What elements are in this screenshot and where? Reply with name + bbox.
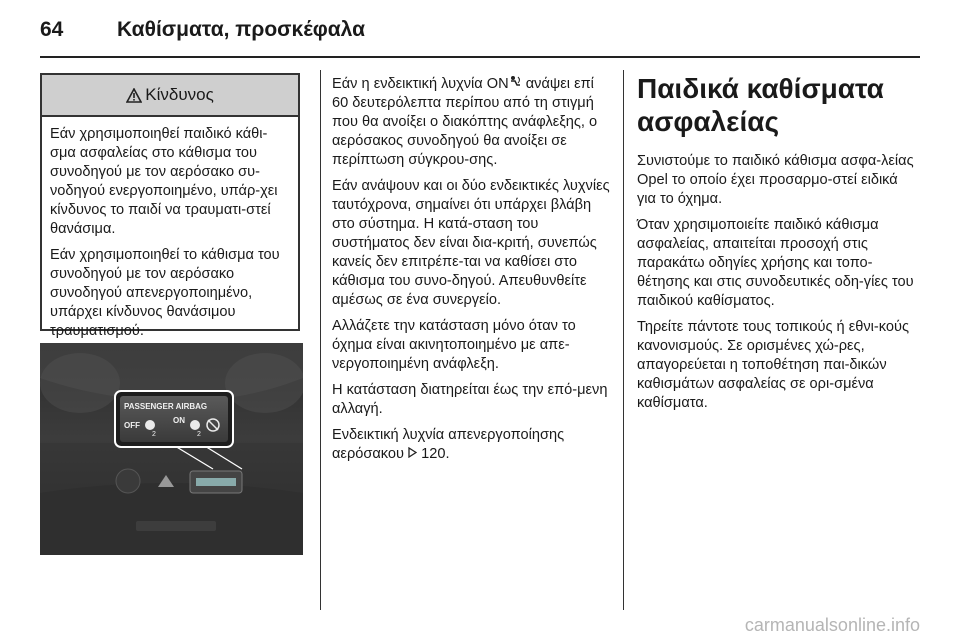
paragraph: Τηρείτε πάντοτε τους τοπικούς ή εθνι-κούς κανονισμούς. Σε ορισμένες χώ-ρες, απαγορεύεται η τοποθέτηση παι-δικών καθισμάτων ασφαλείας σε ορι-σμένα καθίσματα. (637, 319, 909, 411)
middle-column (332, 75, 614, 471)
page-reference-arrow-icon (408, 447, 417, 458)
warning-header (42, 75, 298, 117)
warning-paragraph: Εάν χρησιμοποιηθεί παιδικό κάθι-σμα ασφαλείας στο κάθισμα του συνοδηγού με τον αερόσακο συ-νοδηγού ενεργοποιημένο, υπάρ-χει κίνδυνος το παιδί να τραυματι-στεί θανάσιμα. (50, 126, 278, 237)
airbag-panel-photo (40, 343, 303, 555)
paragraph: Η κατάσταση διατηρείται έως την επό-μενη αλλαγή. (332, 382, 608, 417)
page-number: 64 (40, 18, 64, 41)
panel-title: PASSENGER AIRBAG (124, 402, 208, 411)
on-label: ON (173, 416, 185, 425)
warning-title: Κίνδυνος (145, 85, 214, 104)
watermark: carmanualsonline.info (744, 615, 920, 635)
chapter-title: Καθίσματα, προσκέφαλα (117, 18, 365, 41)
warning-box (40, 73, 300, 339)
paragraph (332, 426, 614, 464)
column-divider (320, 70, 321, 610)
warning-triangle-icon (126, 88, 142, 103)
page-header (40, 10, 920, 50)
on-badge: 2 (197, 431, 201, 438)
paragraph: Εάν ανάψουν και οι δύο ενδεικτικές λυχνίες ταυτόχρονα, σημαίνει ότι υπάρχει βλάβη στο σύστημα. Η κατά-σταση του συστήματος δεν είναι δια-κριτή, συνεπώς κανείς δεν επιτρέπε-ται να καθίσει στο κάθισμα του συνο-δηγού. Απευθυνθείτε αμέσως σε ένα συνεργείο. (332, 178, 610, 308)
airbag-off-indicator-icon (145, 420, 155, 430)
paragraph-text: Ενδεικτική λυχνία απενεργοποίησης αερόσακου (332, 427, 565, 462)
paragraph: Όταν χρησιμοποιείτε παιδικό κάθισμα ασφαλείας, απαιτείται προσοχή στις παρακάτω οδηγίες χρήσης και τοπο-θέτησης και στις συνοδευτικές οδη-γίες του παιδικού καθίσματος. (637, 217, 914, 309)
header-rule (40, 56, 920, 58)
off-badge: 2 (152, 431, 156, 438)
off-label: OFF (124, 421, 140, 430)
section-heading: Παιδικά καθίσματα ασφαλείας (637, 73, 884, 137)
paragraph: Αλλάζετε την κατάσταση μόνο όταν το όχημα είναι ακινητοποιημένο με απε-νεργοποιημένη ανάφλεξη. (332, 318, 576, 372)
paragraph: Συνιστούμε το παιδικό κάθισμα ασφα-λείας Opel το οποίο έχει προσαρμο-στεί ειδικά για το όχημα. (637, 153, 914, 207)
child-seat-airbag-icon (509, 75, 522, 88)
paragraph-text: Εάν η ενδεικτική λυχνία ON (332, 76, 509, 92)
warning-paragraph: Εάν χρησιμοποιηθεί το κάθισμα του συνοδηγού με τον αερόσακο συνοδηγού απενεργοποιημένο, υπάρχει κίνδυνος θανάσιμου τραυματισμού. (50, 247, 280, 339)
warning-body (42, 117, 298, 341)
column-divider (623, 70, 624, 610)
airbag-on-indicator-icon (190, 420, 200, 430)
paragraph (332, 75, 614, 170)
page-reference[interactable]: 120. (421, 446, 450, 462)
paragraph-text: ανάψει επί 60 δευτερόλεπτα περίπου από τη στιγμή που θα ανοίξει ο διακόπτης ανάφλεξης, ο αερόσακος συνοδηγού θα ανοίξει σε περίπτωση σύγκρου-σης. (332, 76, 598, 168)
right-column (637, 72, 920, 420)
